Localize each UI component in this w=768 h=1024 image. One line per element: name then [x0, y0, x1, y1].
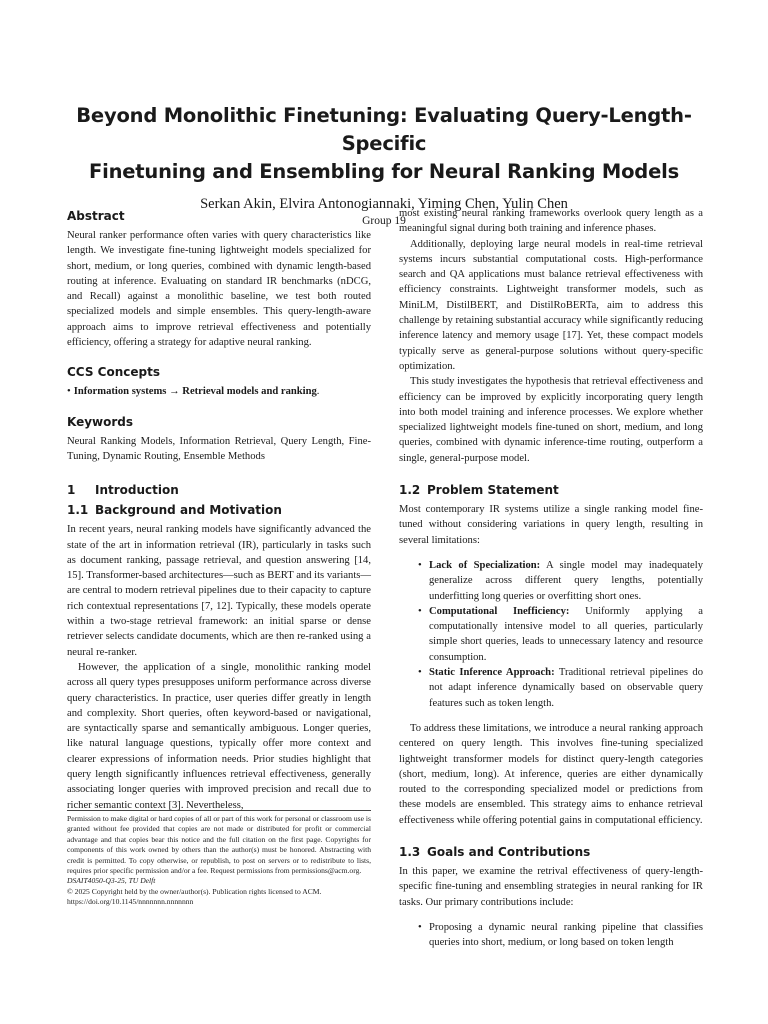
title-line-2: Finetuning and Ensembling for Neural Ranking Models	[89, 160, 679, 183]
section-1-heading	[67, 482, 371, 498]
section-1-3-title: Goals and Contributions	[427, 844, 591, 859]
list-item-text: Uniformly applying a computationally intensive model to all queries, particularly simple short queries, leads to unnecessary latency and resource consumption.	[429, 605, 703, 663]
intro-paragraph-3: Additionally, deploying large neural models in real-time retrieval systems incurs substantial computational costs. High-performance search and QA applications must balance retrieval effectiveness with efficiency constraints. Lightweight transformer models, such as MiniLM, DistilBERT, and DistilRoBERTa, aim to address this challenge by retaining substantial accuracy while significantly reducing inference latency and memory usage [17]. Yet, these compact models typically serve as general-purpose solutions without query-specific optimization.	[399, 238, 703, 372]
problem-intro: Most contemporary IR systems utilize a single ranking model fine-tuned without considering variations in query length, resulting in several limitations:	[399, 504, 703, 546]
section-1-2-number: 1.2	[399, 483, 421, 498]
doi-link[interactable]: https://doi.org/10.1145/nnnnnnn.nnnnnnn	[67, 897, 194, 907]
intro-paragraph-2: However, the application of a single, monolithic ranking model across all query types presupposes uniform performance across diverse query characteristics. In practice, user queries differ greatly in length and complexity. Short queries, often keyword-based or navigational, are syntactically sparse and semantically ambiguous. Longer queries, like natural language questions, typically offer more context and clearer expressions of information needs. Prior studies highlight that query length significantly influences retrieval effectiveness, generally associating longer queries with improved precision and recall due to richer semantic context [3]. Nevertheless,	[67, 661, 371, 811]
problem-closing: To address these limitations, we introduce a neural ranking approach centered on query length. This involves fine-tuning specialized lightweight transformer models for distinct query-length categories (short, medium, long). At inference, queries are either dynamically routed to the corresponding specialized model or predictions from these models are ensembled. This strategy aims to enhance retrieval effectiveness while offering potential gains in computational efficiency.	[399, 722, 703, 826]
list-item	[419, 558, 703, 604]
ccs-heading: CCS Concepts	[67, 365, 160, 380]
section-1-3-number: 1.3	[399, 844, 421, 859]
section-1-1-title: Background and Motivation	[95, 503, 282, 518]
list-item	[419, 920, 703, 951]
permission-notice: Permission to make digital or hard copies of all or part of this work for personal or classroom use is granted without fee provided that copies are not made or distributed for profit or commercial advantage and that copies bear this notice and the full citation on the first page. Copyrights for components of this work owned by others than the author(s) must be honored. Abstracting with credit is permitted. To copy otherwise, or republish, to post on servers or to redistribute to lists, requires prior specific permission and/or a fee. Request permissions from permissions@acm.org.	[67, 814, 371, 876]
abstract-text: Neural ranker performance often varies with query characteristics like length. We investigate fine-tuning lightweight models specialized for short, medium, or long queries, combined with dynamic length-based routing at inference. Evaluating on standard IR benchmarks (nDCG, and Recall) against a monolithic baseline, we test both routed specialized models and simple ensembles. This query-length-aware approach aims to improve retrieval effectiveness and potentially efficiency, offering a strategy for adaptive neural ranking.	[67, 230, 371, 349]
copyright-line: © 2025 Copyright held by the owner/author(s). Publication rights licensed to ACM.	[67, 886, 322, 896]
list-item-text: Traditional retrieval pipelines do not adapt inference dynamically based on observable query features such as token length.	[429, 667, 704, 709]
list-item-label: Computational Inefficiency:	[429, 605, 570, 617]
intro-paragraph-1: In recent years, neural ranking models have significantly advanced the state of the art in information retrieval (IR), particularly in tasks such as document ranking, passage retrieval, and question answering [14, 15]. Transformer-based architectures—such as BERT and its variants—are central to modern retrieval pipelines due to their capacity to capture rich contextual representations [7, 12]. Typically, these models operate within a two-stage retrieval framework: an initial sparse or dense retriever selects candidate documents, which are then re-ranked using a neural re-ranker.	[67, 524, 371, 658]
list-item-label: Static Inference Approach:	[429, 667, 555, 679]
copyright-footnote	[67, 810, 371, 908]
left-column	[67, 208, 371, 813]
list-item-text: Proposing a dynamic neural ranking pipeline that classifies queries into short, medium, or long based on token length	[429, 921, 703, 949]
author-list: Serkan Akin, Elvira Antonogiannaki, Yiming Chen, Yulin Chen	[200, 196, 568, 212]
list-item	[419, 665, 703, 711]
list-item	[419, 604, 703, 665]
ccs-bullet: •	[67, 386, 71, 398]
goals-list	[419, 920, 703, 951]
section-1-1-number: 1.1	[67, 503, 89, 518]
list-item-text: A single model may inadequately generalize across different query lengths, potentially underfitting long queries or overfitting short ones.	[429, 559, 703, 602]
goals-intro: In this paper, we examine the retrival effectiveness of query-length-specific fine-tuning and ensembling strategies in neural ranking for IR tasks. Our primary contributions include:	[399, 865, 703, 908]
right-column	[399, 206, 703, 960]
abstract-heading: Abstract	[67, 209, 125, 223]
group-label: Group 19	[362, 215, 406, 227]
section-1-2-heading	[399, 482, 703, 498]
title-line-1: Beyond Monolithic Finetuning: Evaluating Query-Length-Specific	[76, 104, 692, 155]
intro-paragraph-4: This study investigates the hypothesis that retrieval effectiveness and efficiency can be improved by explicitly incorporating query length into both model training and inference processes. We explore whether specialized lightweight models fine-tuned on short, medium, and long queries, combined with dynamic inference-time routing, outperform a single, general-purpose model.	[399, 376, 703, 464]
section-1-3-heading	[399, 844, 703, 860]
section-1-number: 1	[67, 483, 76, 498]
keywords-heading: Keywords	[67, 414, 134, 429]
ccs-end: .	[316, 386, 320, 398]
paper-title	[40, 102, 728, 186]
keywords-text: Neural Ranking Models, Information Retrieval, Query Length, Fine-Tuning, Dynamic Routing, Ensemble Methods	[67, 435, 371, 462]
section-1-1-heading	[67, 502, 371, 518]
ccs-concept: Information systems → Retrieval models and ranking	[73, 386, 317, 398]
list-item-label: Lack of Specialization:	[429, 559, 541, 571]
section-1-title: Introduction	[95, 483, 179, 498]
section-1-2-title: Problem Statement	[427, 483, 559, 498]
venue-label: DSAIT4050-Q3-25, TU Delft	[67, 876, 156, 886]
problem-list	[419, 558, 703, 711]
intro-paragraph-cont: most existing neural ranking frameworks overlook query length as a meaningful signal during both training and inference phases.	[399, 208, 703, 235]
ccs-item	[67, 384, 371, 399]
